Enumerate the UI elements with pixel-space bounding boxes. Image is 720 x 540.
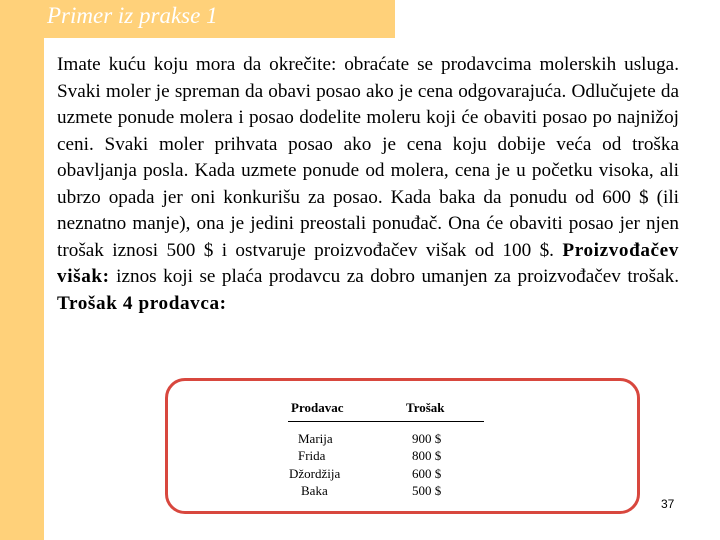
page-number: 37 [661, 497, 675, 511]
closing-label: Trošak 4 prodavca: [57, 292, 227, 314]
table-row-2-seller: Frida [298, 448, 326, 463]
paragraph-part-1: Imate kuću koju mora da okrečite: obraćate se prodavcima molerskih usluga. Svaki moler je spreman da obavi posao ako je cena odgovarajuća. Odlučujete da uzmete ponude molera i posao dodelite moleru koji će obaviti posao po najnižoj ceni. Svaki moler prihvata posao ako je cena koju dobije veća od troška obavljanja posla. Kada uzmete ponude od molera, cena je u početku visoka, ali ubrzo opada jer oni konkurišu za posao. Kada baka da ponudu od 600 $ (ili neznatno manje), ona je jedini preostali ponuđač. Ona će obaviti posao jer njen trošak iznosi 500 $ i ostvaruje proizvođačev višak od 100 $. [57, 54, 679, 261]
table-row-3-cost: 600 $ [412, 466, 442, 481]
body-paragraph [57, 52, 679, 317]
term-producer-surplus: Proizvođačev višak: [57, 239, 679, 287]
left-accent-bar [0, 0, 44, 540]
cost-table-frame [165, 378, 640, 514]
slide-title: Primer iz prakse 1 [47, 3, 218, 28]
table-row-3-seller: Džordžija [289, 466, 341, 481]
table-row-4-cost: 500 $ [412, 483, 442, 498]
table-row-2-cost: 800 $ [412, 448, 442, 463]
paragraph-part-2: iznos koji se plaća prodavcu za dobro umanjen za proizvođačev trošak. [116, 266, 680, 287]
table-header-cost: Trošak [406, 400, 445, 415]
table-header-seller: Prodavac [291, 400, 344, 415]
table-header-divider [288, 421, 484, 422]
table-row-1-seller: Marija [298, 431, 333, 446]
table-row-4-seller: Baka [301, 483, 328, 498]
table-row-1-cost: 900 $ [412, 431, 442, 446]
